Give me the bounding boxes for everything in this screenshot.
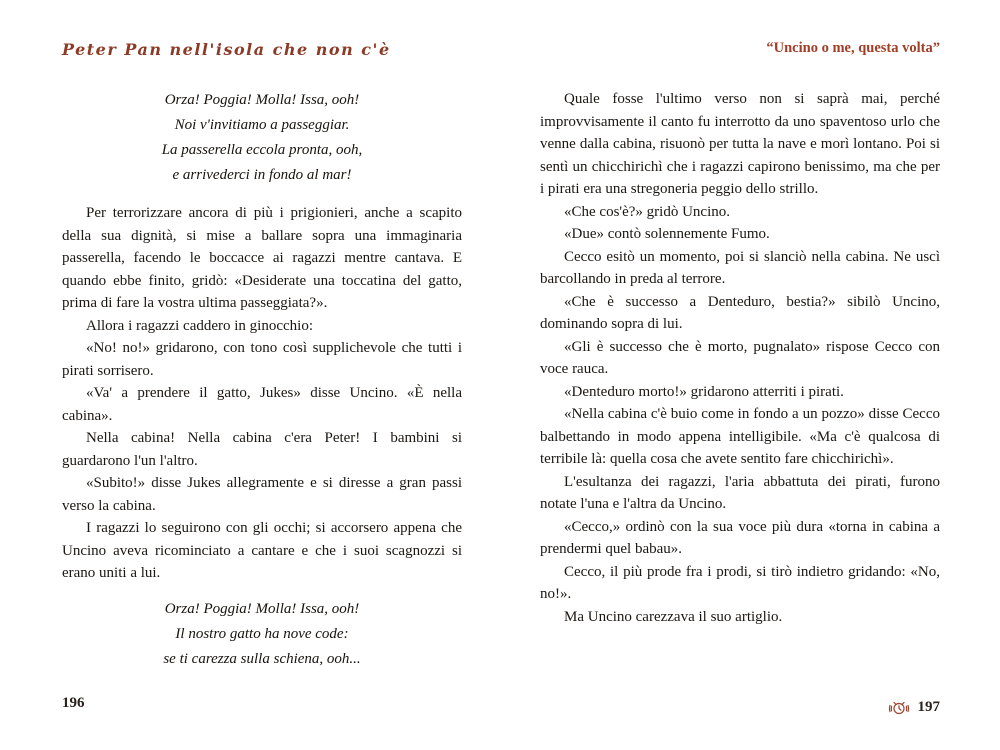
verse-line: Orza! Poggia! Molla! Issa, ooh! xyxy=(164,92,360,108)
verse-line: Noi v'invitiamo a passeggiar. xyxy=(174,117,350,133)
verse-line: Orza! Poggia! Molla! Issa, ooh! xyxy=(164,600,360,617)
paragraph: «No! no!» gridarono, con tono così supplichevole che tutti i pirati sorrisero. xyxy=(62,340,462,379)
clock-icon xyxy=(888,699,910,716)
paragraph: «Subito!» disse Jukes allegramente e si diresse a gran passi verso la cabina. xyxy=(62,475,462,514)
verse-line: e arrivederci in fondo al mar! xyxy=(172,167,352,183)
paragraph: «Due» contò solennemente Fumo. xyxy=(564,226,770,242)
page-left-content xyxy=(62,88,462,672)
paragraph: «Va' a prendere il gatto, Jukes» disse Uncino. «È nella cabina». xyxy=(62,385,462,424)
verse-line: La passerella eccola pronta, ooh, xyxy=(161,142,363,158)
running-head-right: “Uncino o me, questa volta” xyxy=(766,40,940,56)
paragraph: «Che cos'è?» gridò Uncino. xyxy=(564,203,730,220)
paragraph: «Gli è successo che è morto, pugnalato» rispose Cecco con voce rauca. xyxy=(540,338,940,377)
verse-1 xyxy=(62,88,462,188)
page-footer-right xyxy=(888,699,941,716)
paragraph: «Cecco,» ordinò con la sua voce più dura «torna in cabina a prendermi quel babau». xyxy=(540,518,940,557)
page-number-left: 196 xyxy=(62,695,85,711)
paragraph: Quale fosse l'ultimo verso non si saprà mai, perché improvvisamente il canto fu interrotto da uno spaventoso urlo che venne dalla cabina, risuonò per tutta la nave e morì lontano. Poi si sentì un chicchirichì che i ragazzi capirono benissimo, ma che per i pirati era una stregoneria peggio dello strillo. xyxy=(540,91,940,197)
paragraph: «Denteduro morto!» gridarono atterriti i pirati. xyxy=(564,383,844,400)
paragraph: Cecco esitò un momento, poi si slanciò nella cabina. Ne uscì barcollando in preda al terrore. xyxy=(540,248,940,287)
page-right xyxy=(540,0,940,750)
paragraph: «Nella cabina c'è buio come in fondo a un pozzo» disse Cecco balbettando in modo appena intelligibile. «Ma c'è qualcosa di terribile là: quella cosa che avete sentito fare chicchirichì». xyxy=(540,406,940,467)
running-head-left: Peter Pan nell'isola che non c'è xyxy=(62,40,391,59)
paragraph: I ragazzi lo seguirono con gli occhi; si accorsero appena che Uncino aveva ricominciato a cantare e che i suoi scagnozzi si erano uniti a lui. xyxy=(62,520,462,581)
verse-line: se ti carezza sulla schiena, ooh... xyxy=(163,650,361,667)
paragraph: Per terrorizzare ancora di più i prigionieri, anche a scapito della sua dignità, si mise a ballare sopra una immaginaria passerella, facendo le boccacce ai ragazzi mentre cantava. E quando ebbe finito, gridò: «Desiderate una toccatina del gatto, prima di fare la vostra ultima passeggiata?». xyxy=(62,205,462,311)
page-right-content xyxy=(540,88,940,628)
page-number-right: 197 xyxy=(917,699,940,715)
paragraph: «Che è successo a Denteduro, bestia?» sibilò Uncino, dominando sopra di lui. xyxy=(540,293,940,332)
verse-2 xyxy=(62,597,462,672)
paragraph: Nella cabina! Nella cabina c'era Peter! I bambini si guardarono l'un l'altro. xyxy=(62,430,462,469)
verse-line: Il nostro gatto ha nove code: xyxy=(175,625,349,642)
paragraph: Allora i ragazzi caddero in ginocchio: xyxy=(86,317,313,334)
paragraph: L'esultanza dei ragazzi, l'aria abbattuta dei pirati, furono notate l'una e l'altra da Uncino. xyxy=(540,473,940,512)
paragraph: Ma Uncino carezzava il suo artiglio. xyxy=(564,608,783,625)
page-left xyxy=(62,0,462,750)
paragraph: Cecco, il più prode fra i prodi, si tirò indietro gridando: «No, no!». xyxy=(540,563,940,602)
